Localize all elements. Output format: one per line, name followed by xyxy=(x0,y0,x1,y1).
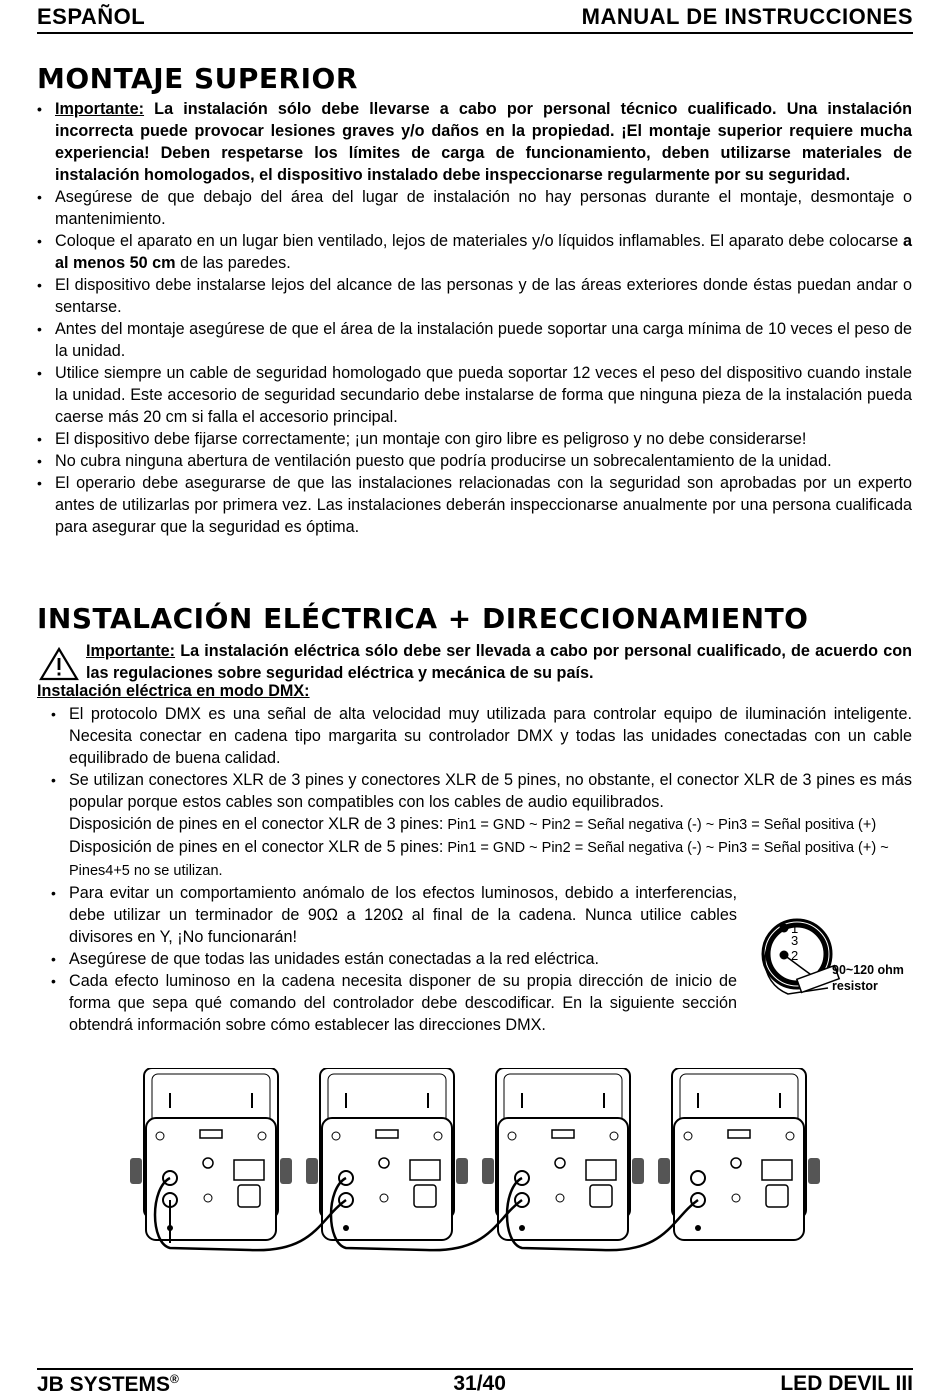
b5-text: • Cada efecto luminoso en la cadena necesita disponer de su propia dirección de inicio de forma que sepa qué comando del controlador debe descodificar. En la siguiente sección obtendrá información sobre cómo establecer las direcciones DMX. xyxy=(69,972,737,1034)
list-item: • Asegúrese de que todas las unidades están conectadas a la red eléctrica. xyxy=(51,948,737,970)
page-header xyxy=(37,2,913,34)
pin5-line: Disposición de pines en el conector XLR de 5 pines: Pin1 = GND ~ Pin2 = Señal negativa (-) ~ Pin3 = Señal positiva (+) ~ Pines4+5 no se utilizan. xyxy=(69,838,889,879)
list-item: • El dispositivo debe instalarse lejos del alcance de las personas y de las áreas exteriores donde éstas puedan andar o sentarse. xyxy=(37,274,912,318)
warning-block xyxy=(37,640,912,684)
footer-brand: JB SYSTEMS® xyxy=(37,1371,179,1396)
list-item: • Antes del montaje asegúrese de que el área de la instalación puede soportar una carga mínima de 10 veces el peso de la unidad. xyxy=(37,318,912,362)
list-item: • El dispositivo debe fijarse correctamente; ¡un montaje con giro libre es peligroso y no debe considerarse! xyxy=(37,428,912,450)
list-item: • Importante: La instalación sólo debe llevarse a cabo por personal técnico cualificado. Una instalación incorrecta puede provocar lesiones graves y/o daños en la propiedad. ¡El montaje superior requiere mucha experiencia! Deben respetarse los límites de carga de funcionamiento, deben utilizarse materiales de instalación homologados, el dispositivo instalado debe inspeccionarse regularmente por su seguridad. xyxy=(37,98,912,186)
header-language: ESPAÑOL xyxy=(37,4,146,29)
header-manual-title: MANUAL DE INSTRUCCIONES xyxy=(581,4,913,29)
footer-product: LED DEVIL III xyxy=(780,1372,913,1395)
resistor-label-word: resistor xyxy=(832,979,878,993)
list-item: • El protocolo DMX es una señal de alta velocidad muy utilizada para controlar equipo de iluminación inteligente. Necesita conectar en cadena tipo margarita su controlador DMX y todas las unidades conectadas con un cable equilibrado de buena calidad. xyxy=(51,703,912,769)
list-item: • Utilice siempre un cable de seguridad homologado que pueda soportar 12 veces el peso del dispositivo cuando instale la unidad. Este accesorio de seguridad secundario debe instalarse de forma que ninguna pieza de la instalación pueda caerse más 20 cm si falla el accesorio principal. xyxy=(37,362,912,428)
subheading-dmx: Instalación eléctrica en modo DMX: xyxy=(37,682,310,700)
section-title-instalacion: INSTALACIÓN ELÉCTRICA + DIRECCIONAMIENTO xyxy=(37,602,809,635)
pin3-line: Disposición de pines en el conector XLR de 3 pines: Pin1 = GND ~ Pin2 = Señal negativa (-) ~ Pin3 = Señal positiva (+) xyxy=(69,815,877,833)
page-footer xyxy=(37,1368,913,1398)
xlr-pin-1: 1 xyxy=(791,921,799,936)
xlr-pin-3: 3 xyxy=(791,933,799,948)
resistor-label-value: 90~120 ohm xyxy=(832,963,904,977)
daisy-chain-illustration xyxy=(130,1068,820,1258)
list-item: • Coloque el aparato en un lugar bien ventilado, lejos de materiales y/o líquidos inflamables. El aparato debe colocarse a al menos 50 cm de las paredes. xyxy=(37,230,912,274)
list-item: • Asegúrese de que debajo del área del lugar de instalación no hay personas durante el montaje, desmontaje o mantenimiento. xyxy=(37,186,912,230)
list-item: • Para evitar un comportamiento anómalo de los efectos luminosos, debido a interferencias, debe utilizar un terminador de 90Ω a 120Ω al final de la cadena. Nunca utilice cables divisores en Y, ¡No funcionarán! xyxy=(51,882,737,948)
xlr-pin-2: 2 xyxy=(791,948,799,963)
montaje-list xyxy=(37,98,912,538)
page-number: 31/40 xyxy=(453,1372,506,1395)
list-item: • Se utilizan conectores XLR de 3 pines y conectores XLR de 5 pines, no obstante, el conector XLR de 3 pines es más popular porque estos cables son compatibles con los cables de audio equilibrados. xyxy=(51,769,912,813)
section-title-montaje: MONTAJE SUPERIOR xyxy=(37,62,358,95)
warning-icon xyxy=(39,646,79,682)
list-item: • No cubra ninguna abertura de ventilación puesto que podría producirse un sobrecalentamiento de la unidad. xyxy=(37,450,912,472)
xlr-terminator-diagram xyxy=(748,902,918,1002)
warning-text: Importante: La instalación eléctrica sólo debe ser llevada a cabo por personal cualificado, de acuerdo con las regulaciones sobre seguridad eléctrica y mecánica de su país. xyxy=(86,642,912,682)
list-item: • El operario debe asegurarse de que las instalaciones relacionadas con la seguridad son aprobadas por un experto antes de utilizarlas por primera vez. Las instalaciones deberán inspeccionarse anualmente por una persona cualificada para asegurar que la seguridad es óptima. xyxy=(37,472,912,538)
